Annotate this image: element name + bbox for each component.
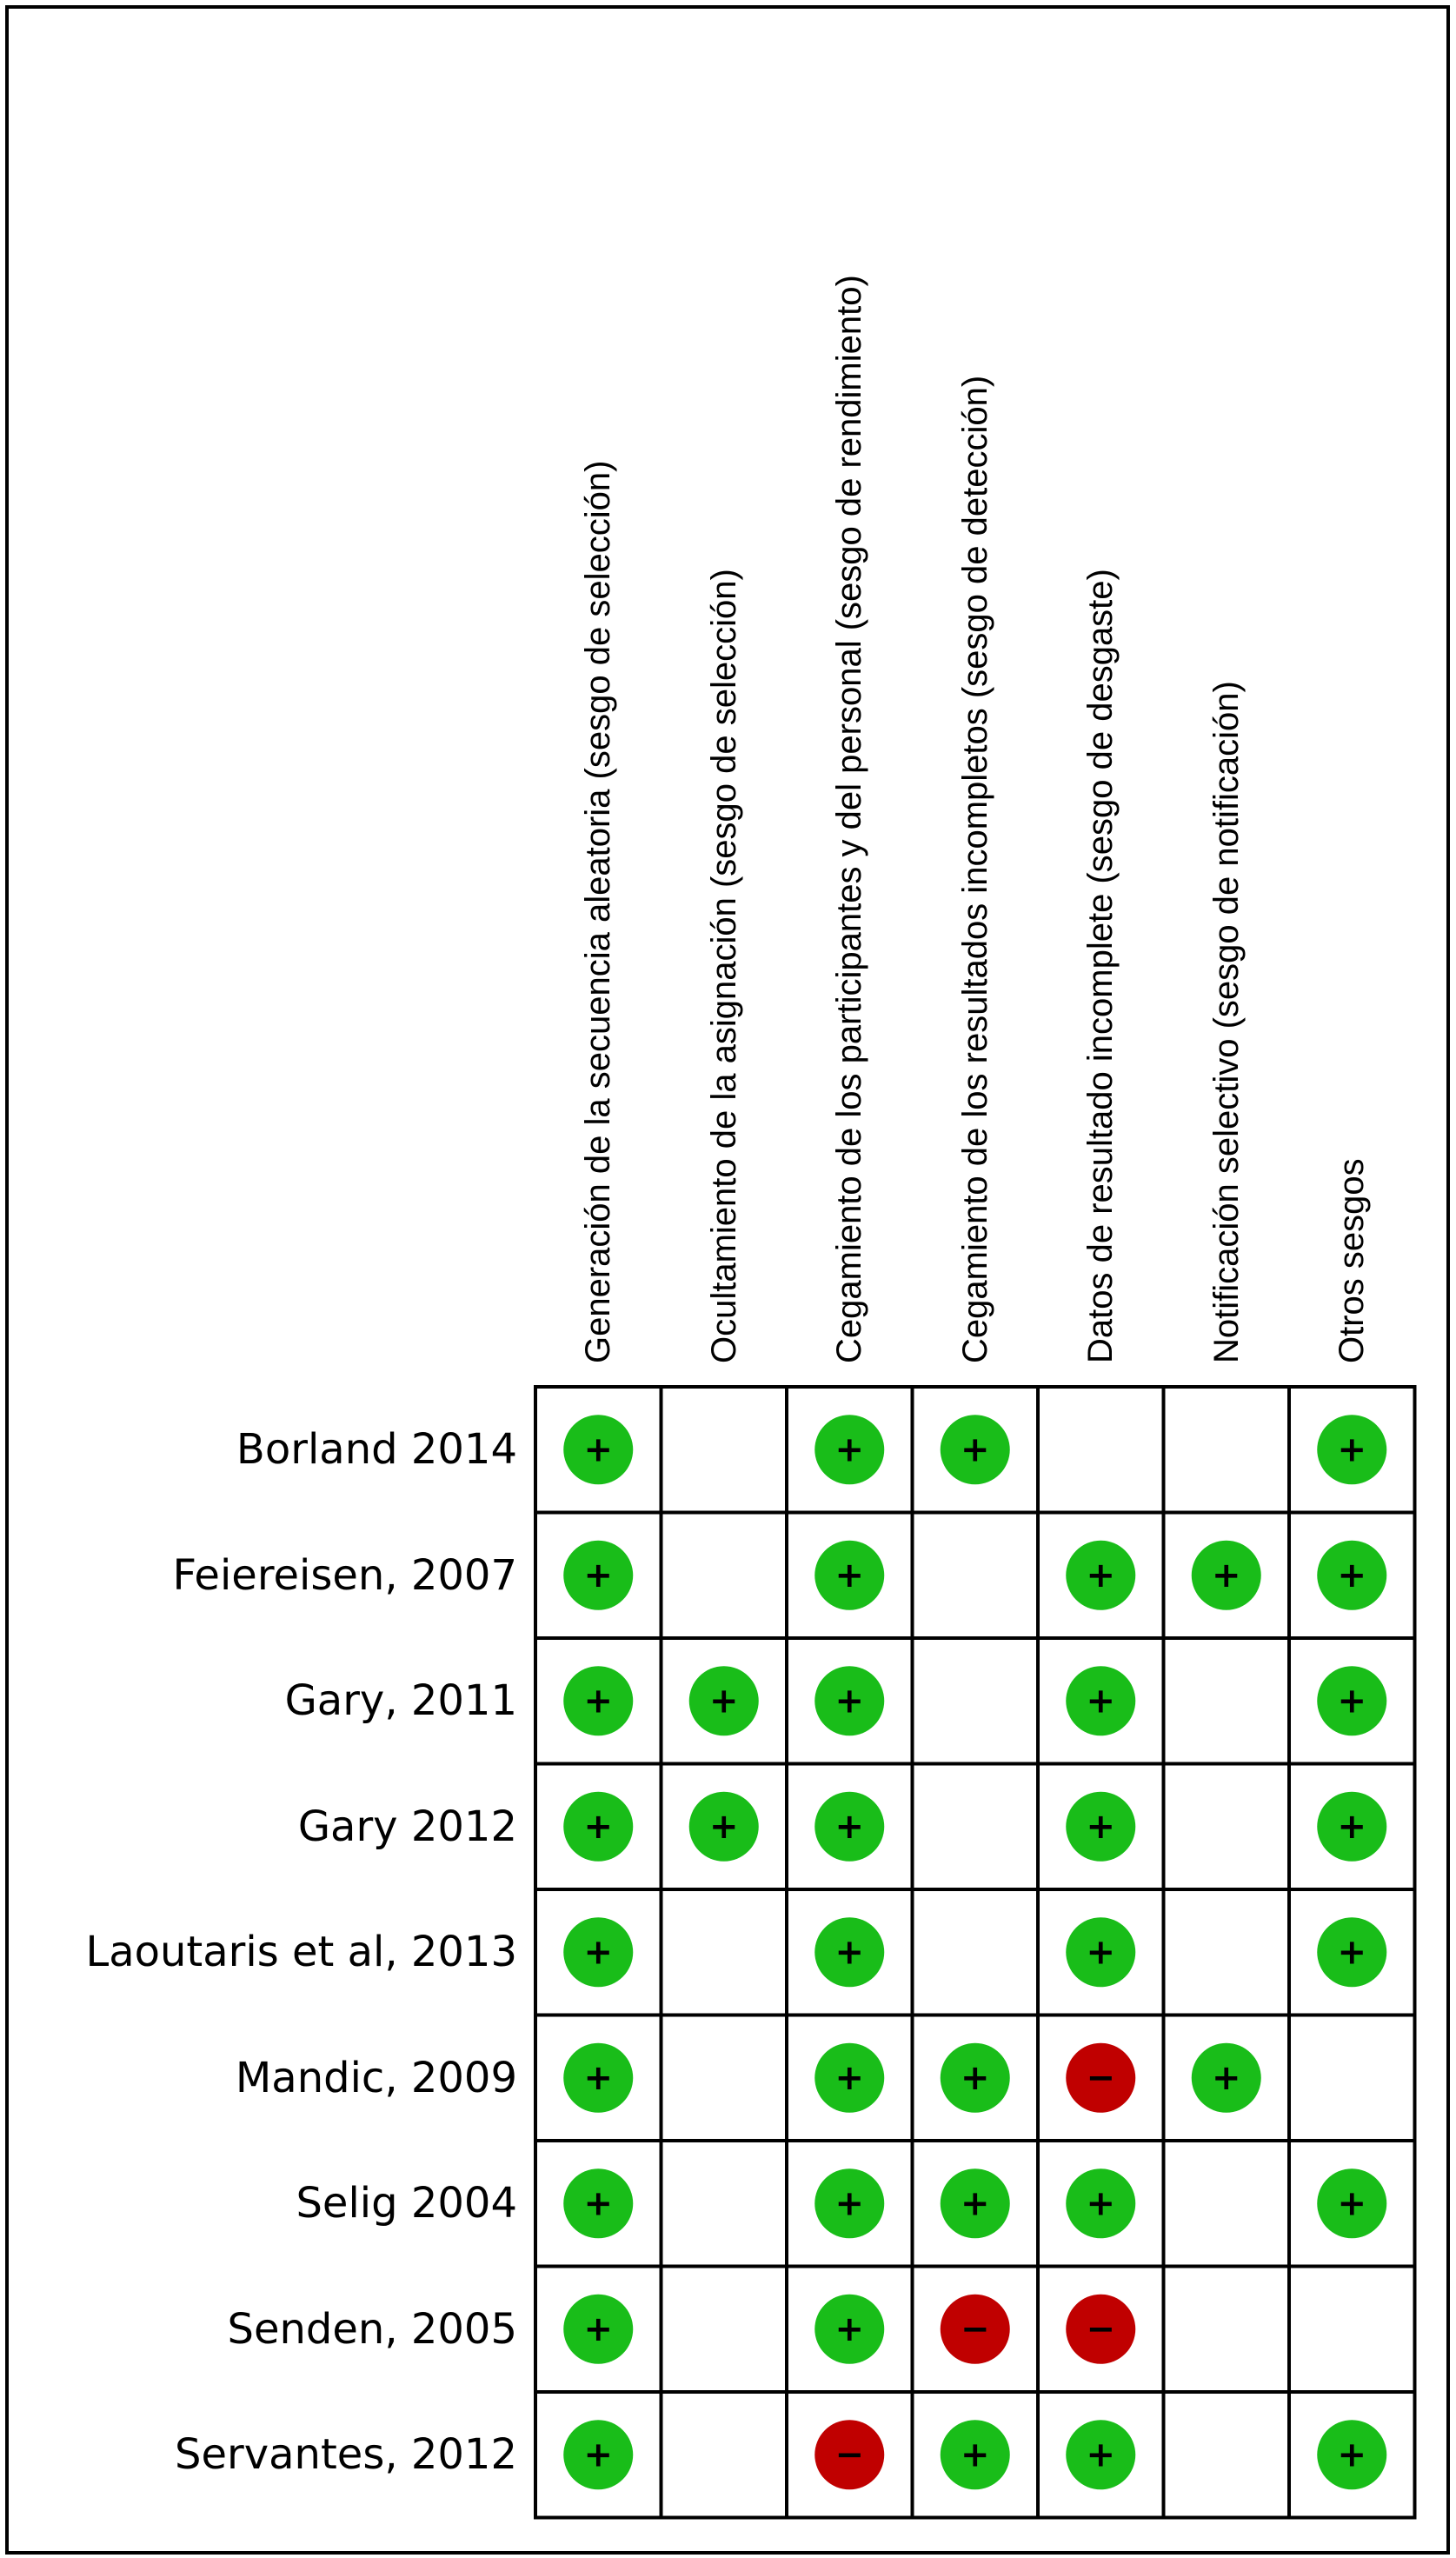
grid-cell: [1164, 1889, 1290, 2015]
grid-cell: [1289, 2015, 1415, 2142]
plus-symbol: +: [583, 1932, 614, 1973]
plus-symbol: +: [1086, 1806, 1116, 1847]
study-label: Borland 2014: [236, 1425, 517, 1474]
plus-symbol: +: [1086, 1681, 1116, 1722]
grid-cell: [913, 1638, 1039, 1764]
plus-symbol: +: [583, 1429, 614, 1470]
plus-symbol: +: [1211, 2057, 1241, 2098]
plus-symbol: +: [834, 1429, 865, 1470]
plus-symbol: +: [1337, 1555, 1367, 1595]
plus-symbol: +: [960, 1429, 990, 1470]
study-label: Mandic, 2009: [235, 2053, 517, 2102]
plus-symbol: +: [583, 2183, 614, 2224]
grid-cell: [1164, 1638, 1290, 1764]
plus-symbol: +: [960, 2183, 990, 2224]
grid-cell: [662, 1513, 788, 1639]
grid-cell: [662, 2141, 788, 2267]
grid-cell: [662, 2267, 788, 2393]
grid-cell: [1164, 1764, 1290, 1890]
column-header-1: Generación de la secuencia aleatoria (sesgo de selección): [579, 460, 618, 1363]
minus-symbol: −: [1086, 2308, 1116, 2349]
plus-symbol: +: [708, 1806, 739, 1847]
plus-symbol: +: [1086, 2435, 1116, 2475]
minus-symbol: −: [1086, 2057, 1116, 2098]
plus-symbol: +: [960, 2435, 990, 2475]
plus-symbol: +: [1086, 2183, 1116, 2224]
column-header-4: Cegamiento de los resultados incompletos (sesgo de detección): [955, 375, 994, 1363]
plus-symbol: +: [1086, 1555, 1116, 1595]
grid-cell: [1164, 2392, 1290, 2518]
plus-symbol: +: [583, 1555, 614, 1595]
grid-cell: [1038, 1387, 1164, 1513]
grid-cell: [913, 1764, 1039, 1890]
grid-cell: [662, 2392, 788, 2518]
study-label: Laoutaris et al, 2013: [85, 1928, 517, 1976]
grid-cell: [1164, 2141, 1290, 2267]
grid-cell: [1164, 1387, 1290, 1513]
plus-symbol: +: [1337, 1932, 1367, 1973]
study-label: Gary 2012: [297, 1802, 517, 1851]
plus-symbol: +: [834, 1806, 865, 1847]
plus-symbol: +: [1337, 1429, 1367, 1470]
plus-symbol: +: [583, 2435, 614, 2475]
study-label: Gary, 2011: [284, 1676, 517, 1725]
grid-cell: [662, 1387, 788, 1513]
plus-symbol: +: [1337, 1806, 1367, 1847]
column-header-2: Ocultamiento de la asignación (sesgo de selección): [704, 569, 743, 1363]
plus-symbol: +: [834, 1681, 865, 1722]
study-label: Servantes, 2012: [174, 2430, 517, 2479]
plus-symbol: +: [1211, 1555, 1241, 1595]
plus-symbol: +: [583, 2308, 614, 2349]
plus-symbol: +: [583, 1681, 614, 1722]
study-label: Feiereisen, 2007: [172, 1550, 517, 1600]
grid-cell: [913, 1889, 1039, 2015]
column-header-3: Cegamiento de los participantes y del personal (sesgo de rendimiento): [830, 275, 869, 1363]
grid-cell: [913, 1513, 1039, 1639]
minus-symbol: −: [834, 2435, 865, 2475]
plus-symbol: +: [1337, 2183, 1367, 2224]
grid-cell: [1289, 2267, 1415, 2393]
plus-symbol: +: [834, 2183, 865, 2224]
plus-symbol: +: [708, 1681, 739, 1722]
plus-symbol: +: [1086, 1932, 1116, 1973]
grid-cell: [1164, 2267, 1290, 2393]
plus-symbol: +: [1337, 2435, 1367, 2475]
minus-symbol: −: [960, 2308, 990, 2349]
plus-symbol: +: [834, 2057, 865, 2098]
plus-symbol: +: [960, 2057, 990, 2098]
plus-symbol: +: [583, 1806, 614, 1847]
plus-symbol: +: [583, 2057, 614, 2098]
column-header-5: Datos de resultado incomplete (sesgo de desgaste): [1081, 569, 1120, 1363]
plus-symbol: +: [1337, 1681, 1367, 1722]
plus-symbol: +: [834, 1932, 865, 1973]
grid-cell: [662, 2015, 788, 2142]
study-label: Selig 2004: [296, 2179, 517, 2228]
grid-cell: [662, 1889, 788, 2015]
column-header-7: Otros sesgos: [1333, 1158, 1372, 1363]
plus-symbol: +: [834, 1555, 865, 1595]
study-label: Senden, 2005: [227, 2304, 517, 2354]
column-header-6: Notificación selectivo (sesgo de notificación): [1207, 681, 1246, 1363]
plus-symbol: +: [834, 2308, 865, 2349]
